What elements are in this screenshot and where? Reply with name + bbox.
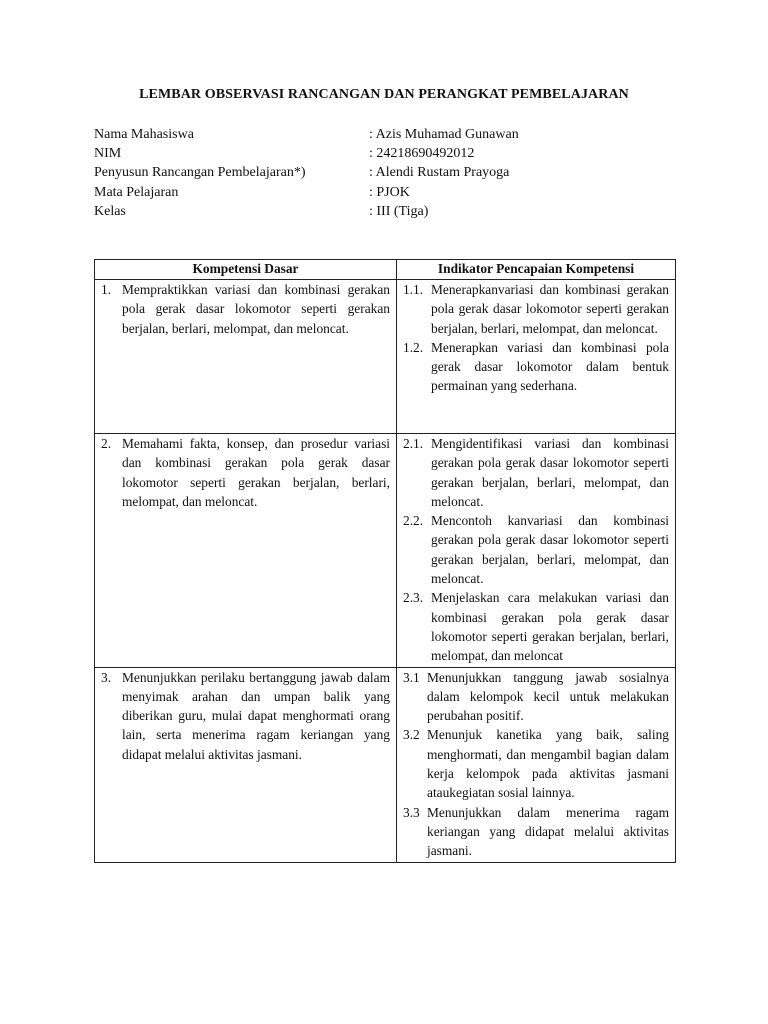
info-row-nim (94, 144, 694, 163)
info-value: : PJOK (369, 185, 410, 200)
indicator-cell (397, 280, 676, 434)
kd-cell (95, 280, 397, 434)
indicator-number: 1.2. (403, 339, 424, 355)
kd-cell (95, 667, 397, 862)
info-value: : Azis Muhamad Gunawan (369, 127, 519, 142)
indicator-text: Mengidentifikasi variasi dan kombinasi gerakan pola gerak dasar lokomotor seperti gerakan berjalan, berlari, melompat, dan meloncat. (431, 436, 669, 509)
indicator-item (403, 280, 669, 338)
indicator-text: Menunjukkan dalam menerima ragam keriangan yang didapat melalui aktivitas jasmani. (427, 804, 669, 859)
indicator-text: Menjelaskan cara melakukan variasi dan kombinasi gerakan pola gerak dasar lokomotor seperti gerakan berjalan, berlari, melompat, dan meloncat (431, 590, 669, 664)
info-block-top (94, 125, 694, 182)
indicator-item (403, 725, 669, 802)
indicator-number: 1.1. (403, 282, 424, 297)
header-indikator: Indikator Pencapaian Kompetensi (397, 260, 676, 280)
kd-cell (95, 434, 397, 668)
info-row-nama (94, 125, 694, 144)
indicator-item (403, 588, 669, 665)
table-row (95, 667, 676, 862)
indicator-item (403, 803, 669, 861)
indicator-text: Menunjukkan tanggung jawab sosialnya dalam kelompok kecil untuk melakukan perubahan positif. (427, 669, 669, 724)
document-title: LEMBAR OBSERVASI RANCANGAN DAN PERANGKAT PEMBELAJARAN (139, 87, 629, 102)
indicator-item (403, 338, 669, 396)
indicator-text: Menunjuk kanetika yang baik, saling menghormati, dan mengambil bagian dalam kerja kelompok pada aktivitas jasmani ataukegiatan sosial lainnya. (427, 727, 669, 801)
info-row-kelas (94, 202, 694, 221)
indicator-item (403, 668, 669, 726)
kd-text: Menunjukkan perilaku bertanggung jawab dalam menyimak arahan dan umpan balik yang diberikan guru, mulai dapat menghormati orang lain, serta menerima ragam keriangan yang didapat melalui aktivitas jasmani. (122, 669, 390, 762)
kd-item (101, 668, 390, 764)
indicator-text: Menerapkan variasi dan kombinasi pola gerak dasar lokomotor dalam bentuk permainan yang sederhana. (431, 339, 669, 394)
info-row-penyusun (94, 163, 694, 182)
table-header-row (95, 260, 676, 280)
kd-item (101, 434, 390, 511)
indicator-number: 3.2 (403, 727, 420, 743)
indicator-text: Menerapkanvariasi dan kombinasi gerakan pola gerak dasar lokomotor seperti gerakan berjalan, berlari, melompat, dan meloncat. (431, 282, 669, 336)
kd-number: 1. (101, 282, 112, 297)
indicator-number: 2.1. (403, 436, 424, 451)
info-label: Penyusun Rancangan Pembelajaran*) (94, 165, 306, 180)
header-kompetensi-dasar: Kompetensi Dasar (95, 260, 397, 280)
indicator-item (403, 434, 669, 511)
indicator-cell (397, 667, 676, 862)
observation-table (94, 259, 676, 863)
info-block-bottom (94, 183, 694, 221)
indicator-item (403, 511, 669, 588)
table-row (95, 434, 676, 668)
kd-number: 2. (101, 436, 112, 451)
info-label: Mata Pelajaran (94, 185, 179, 200)
info-label: Nama Mahasiswa (94, 127, 194, 142)
kd-text: Memahami fakta, konsep, dan prosedur variasi dan kombinasi gerakan pola gerak dasar lokomotor seperti gerakan berjalan, berlari, melompat, dan meloncat. (122, 436, 390, 509)
kd-number: 3. (101, 669, 112, 685)
indicator-text: Mencontoh kanvariasi dan kombinasi gerakan pola gerak dasar lokomotor seperti gerakan berjalan, berlari, melompat, dan meloncat. (431, 513, 669, 587)
kd-item (101, 280, 390, 338)
info-value: : Alendi Rustam Prayoga (369, 165, 510, 180)
info-label: NIM (94, 146, 122, 161)
kd-text: Mempraktikkan variasi dan kombinasi gerakan pola gerak dasar lokomotor seperti gerakan berjalan, berlari, melompat, dan meloncat. (122, 282, 390, 336)
info-label: Kelas (94, 204, 126, 219)
indicator-cell (397, 434, 676, 668)
info-row-mapel (94, 183, 694, 202)
info-value: : 24218690492012 (369, 146, 475, 161)
indicator-number: 2.2. (403, 513, 424, 529)
indicator-number: 2.3. (403, 590, 424, 606)
table-row (95, 280, 676, 434)
indicator-number: 3.1 (403, 669, 420, 685)
indicator-number: 3.3 (403, 804, 420, 820)
info-value: : III (Tiga) (369, 204, 429, 219)
